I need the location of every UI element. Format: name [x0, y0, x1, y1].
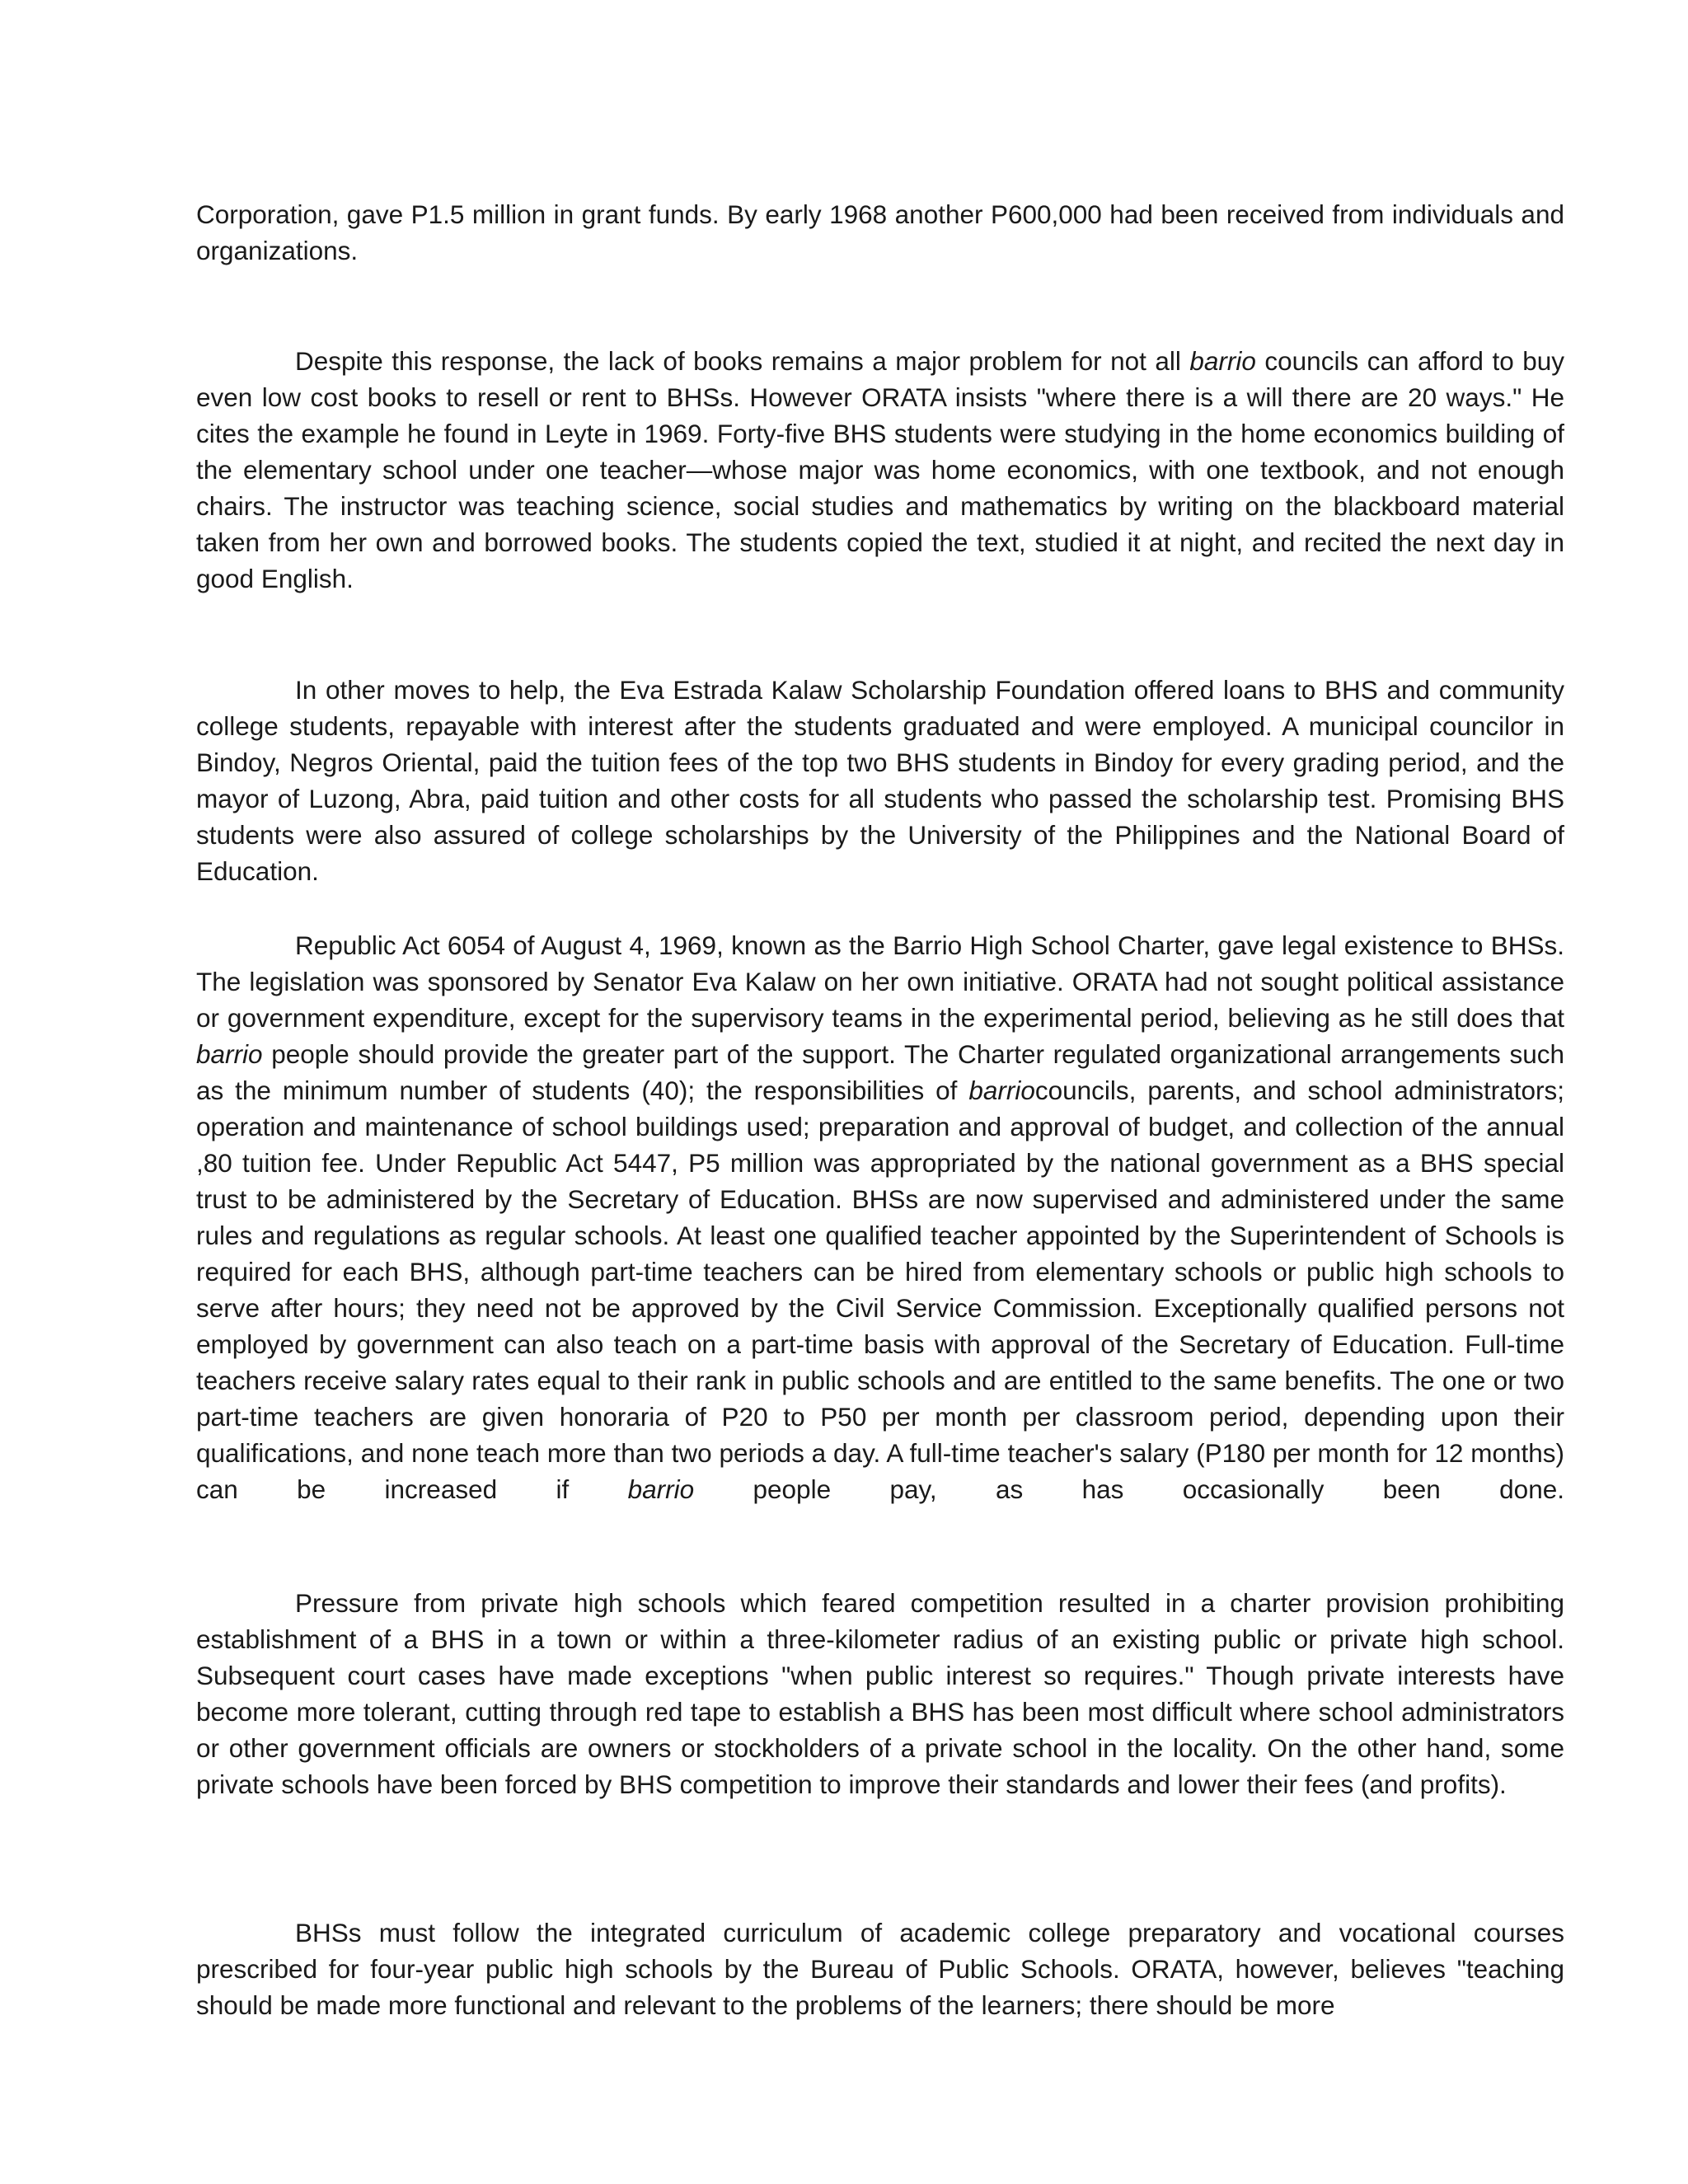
paragraph-scholarships: In other moves to help, the Eva Estrada Kalaw Scholarship Foundation offered loans to BHS and community college students, repayable with interest after the students graduated and were employed. A municipal councilor in Bindoy, Negros Oriental, paid the tuition fees of the top two BHS students in Bindoy for every grading period, and the mayor of Luzong, Abra, paid tuition and other costs for all students who passed the scholarship test. Promising BHS students were also assured of college scholarships by the University of the Philippines and the National Board of Education. — [196, 675, 1564, 886]
italic-term: barrio — [627, 1474, 695, 1504]
paragraph-text: councils can afford to buy even low cost books to resell or rent to BHSs. However ORATA insists "where there is a will there are 20 ways." He cites the example he found in Leyte in 1969. Forty-five BHS students were studying in the home economics building of the elementary school under one teacher—whose major was home economics, with one textbook, and not enough chairs. The instructor was teaching science, social studies and mathematics by writing on the blackboard material taken from her own and borrowed books. The students copied the text, studied it at night, and recited the next day in good English. — [196, 346, 1564, 593]
paragraph-curriculum: BHSs must follow the integrated curriculum of academic college preparatory and vocational courses prescribed for four-year public high schools by the Bureau of Public Schools. ORATA, however, believes "teaching should be made more functional and relevant to the problems of the learners; there should be more — [196, 1918, 1564, 2020]
paragraph-text: people pay, as has occasionally been done. — [694, 1474, 1564, 1504]
paragraph-text: people should provide the greater part of the support. The Charter regulated organizational arrangements such as the minimum number of students (40); the responsibilities of — [196, 1039, 1564, 1105]
italic-term: barrio — [196, 1039, 263, 1069]
paragraph-text: Despite this response, the lack of books remains a major problem for not all — [295, 346, 1190, 376]
paragraph-text: councils, parents, and school administrators; operation and maintenance of school buildings used; preparation and approval of budget, and collection of the annual ,80 tuition fee. Under Republic Act 5447, P5 million was appropriated by the national government as a BHS special trust to be administered by the Secretary of Education. BHSs are now supervised and administered under the same rules and regulations as regular schools. At least one qualified teacher appointed by the Superintendent of Schools is required for each BHS, although part-time teachers can be hired from elementary schools or public high schools to serve after hours; they need not be approved by the Civil Service Commission. Exceptionally qualified persons not employed by government can also teach on a part-time basis with approval of the Secretary of Education. Full-time teachers receive salary rates equal to their rank in public schools and are entitled to the same benefits. The one or two part-time teachers are given honoraria of P20 to P50 per month per classroom period, depending upon their qualifications, and none teach more than two periods a day. A full-time teacher's salary (P180 per month for 12 months) can be increased if — [196, 1076, 1564, 1504]
paragraph-lack-of-books — [196, 343, 1564, 597]
italic-term: barrio — [968, 1076, 1035, 1105]
paragraph-barrio-high-school-charter — [196, 927, 1564, 1507]
paragraph-private-schools-pressure: Pressure from private high schools which feared competition resulted in a charter provision prohibiting establishment of a BHS in a town or within a three-kilometer radius of an existing public or private high school. Subsequent court cases have made exceptions "when public interest so requires." Though private interests have become more tolerant, cutting through red tape to establish a BHS has been most difficult where school administrators or other government officials are owners or stockholders of a private school in the locality. On the other hand, some private schools have been forced by BHS competition to improve their standards and lower their fees (and profits). — [196, 1588, 1564, 1799]
paragraph-text: Republic Act 6054 of August 4, 1969, known as the Barrio High School Charter, gave legal existence to BHSs. The legislation was sponsored by Senator Eva Kalaw on her own initiative. ORATA had not sought political assistance or government expenditure, except for the supervisory teams in the experimental period, believing as he still does that — [196, 930, 1564, 1033]
paragraph-grant-funds: Corporation, gave P1.5 million in grant funds. By early 1968 another P600,000 had been received from individuals and organizations. — [196, 199, 1564, 265]
italic-term: barrio — [1189, 346, 1256, 376]
